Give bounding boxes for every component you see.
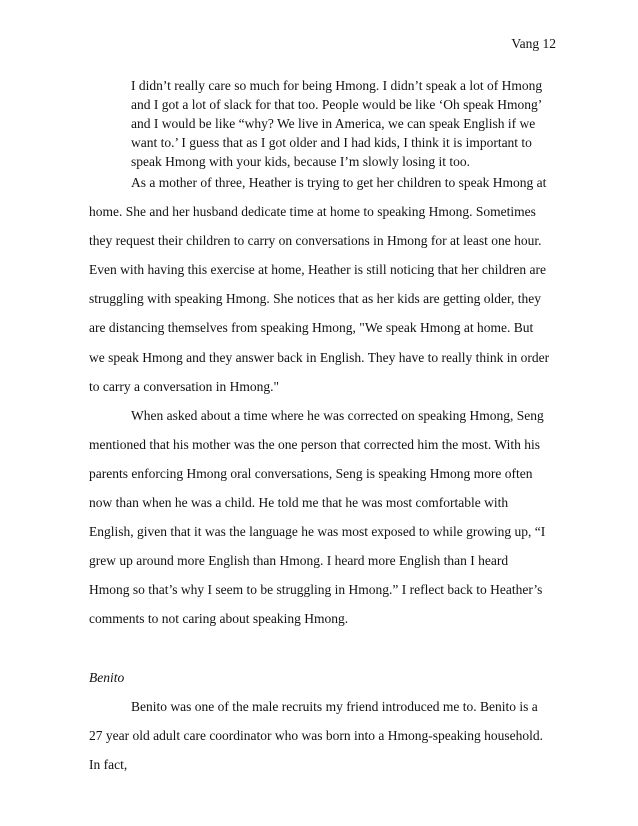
paragraph-benito: Benito was one of the male recruits my friend introduced me to. Benito is a 27 year old adult care coordinator who was born into a Hmong-speaking household. In fact, [89, 698, 544, 772]
body-text [89, 168, 551, 779]
page-header: Vang 12 [511, 36, 556, 51]
quote-text: I didn’t really care so much for being Hmong. I didn’t speak a lot of Hmong and I got a lot of slack for that too. People would be like ‘Oh speak Hmong’ and I would be like “why? We live in America, we can speak English if we want to.’ I guess that as I got older and I had kids, I think it is important to speak Hmong with your kids, because I’m slowly losing it too. [131, 78, 543, 169]
section-heading: Benito [89, 669, 125, 685]
paragraph-seng: When asked about a time where he was corrected on speaking Hmong, Seng mentioned that his mother was the one person that corrected him the most. With his parents enforcing Hmong oral conversations, Seng is speaking Hmong more often now than when he was a child. He told me that he was most comfortable with English, given that it was the language he was most exposed to while growing up, “I grew up around more English than Hmong. I heard more English than I heard Hmong so that’s why I seem to be struggling in Hmong.” I reflect back to Heather’s comments to not caring about speaking Hmong. [89, 407, 546, 627]
block-quote [131, 76, 551, 171]
paragraph-heather: As a mother of three, Heather is trying to get her children to speak Hmong at home. She and her husband dedicate time at home to speaking Hmong. Sometimes they request their children to carry on conversations in Hmong for at least one hour. Even with having this exercise at home, Heather is still noticing that her children are struggling with speaking Hmong. She notices that as her kids are getting older, they are distancing themselves from speaking Hmong, "We speak Hmong at home. But we speak Hmong and they answer back in English. They have to really think in order to carry a conversation in Hmong." [89, 175, 550, 394]
